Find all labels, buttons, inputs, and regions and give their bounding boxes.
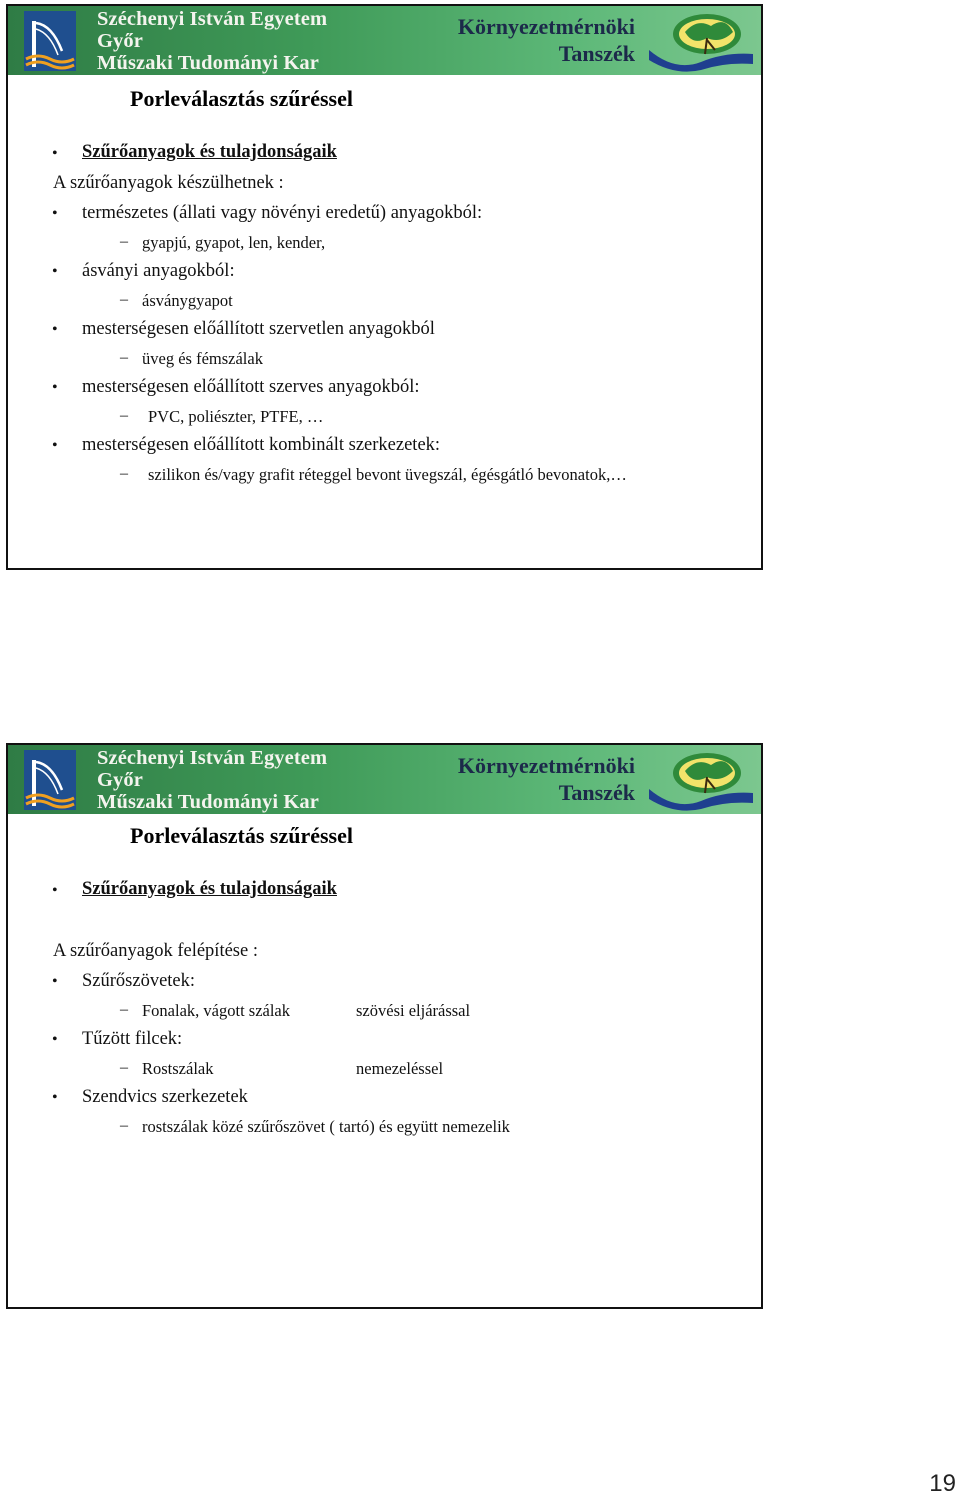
sub-item: PVC, poliészter, PTFE, …: [148, 407, 324, 426]
method-note: nemezeléssel: [356, 1059, 444, 1078]
university-faculty-line: Műszaki Tudományi Kar: [97, 791, 319, 813]
sub-item: üveg és fémszálak: [142, 349, 263, 368]
sub-item: Rostszálak: [142, 1059, 214, 1078]
university-city-line: Győr: [97, 30, 143, 52]
bullet-icon: •: [52, 973, 58, 990]
header-banner: [8, 6, 761, 75]
department-logo-icon: [645, 10, 757, 72]
sub-item: szilikon és/vagy grafit réteggel bevont üvegszál, égésgátló bevonatok,…: [148, 465, 627, 484]
department-line-2: Tanszék: [558, 780, 635, 805]
bullet-icon: •: [52, 379, 58, 396]
sub-item: rostszálak közé szűrőszövet ( tartó) és együtt nemezelik: [142, 1117, 510, 1136]
dash-icon: –: [120, 1059, 128, 1076]
bullet-icon: •: [52, 145, 58, 162]
bullet-icon: •: [52, 321, 58, 338]
dash-icon: –: [120, 465, 128, 482]
slide-1: [6, 4, 763, 570]
university-faculty-line: Műszaki Tudományi Kar: [97, 52, 319, 74]
university-logo-icon: [24, 11, 76, 71]
department-line-2: Tanszék: [558, 41, 635, 66]
page-number: 19: [929, 1470, 956, 1497]
dash-icon: –: [120, 1117, 128, 1134]
university-name-line: Széchenyi István Egyetem: [97, 747, 328, 769]
list-item: mesterségesen előállított kombinált szerkezetek:: [82, 435, 441, 455]
dash-icon: –: [120, 233, 128, 250]
list-item: mesterségesen előállított szervetlen anyagokból: [82, 319, 435, 339]
sub-item: gyapjú, gyapot, len, kender,: [142, 233, 326, 252]
bullet-icon: •: [52, 1031, 58, 1048]
bullet-icon: •: [52, 1089, 58, 1106]
university-name: [97, 8, 327, 74]
intro-text: A szűrőanyagok készülhetnek :: [53, 173, 284, 193]
sub-item: ásványgyapot: [142, 291, 233, 310]
university-logo-icon: [24, 750, 76, 810]
bullet-icon: •: [52, 437, 58, 454]
list-item: Szendvics szerkezetek: [82, 1087, 248, 1107]
section-heading-link[interactable]: Szűrőanyagok és tulajdonságaik: [82, 142, 337, 162]
university-name-line: Széchenyi István Egyetem: [97, 8, 328, 30]
dash-icon: –: [120, 291, 128, 308]
dash-icon: –: [120, 349, 128, 366]
department-line-1: Környezetmérnöki: [457, 753, 635, 778]
department-logo-icon: [645, 749, 757, 811]
university-name: [97, 747, 327, 813]
list-item: Tűzött filcek:: [82, 1029, 183, 1049]
section-heading-link[interactable]: Szűrőanyagok és tulajdonságaik: [82, 879, 337, 899]
list-item: ásványi anyagokból:: [82, 261, 235, 281]
university-city-line: Győr: [97, 769, 143, 791]
slide-2: [6, 743, 763, 1309]
method-note: szövési eljárással: [356, 1001, 471, 1020]
slide-title: Porleválasztás szűréssel: [130, 823, 353, 848]
department-line-1: Környezetmérnöki: [457, 14, 635, 39]
dash-icon: –: [120, 1001, 128, 1018]
department-name: [458, 13, 635, 67]
department-name: [458, 752, 635, 806]
dash-icon: –: [120, 407, 128, 424]
sub-item: Fonalak, vágott szálak: [142, 1001, 291, 1020]
bullet-icon: •: [52, 263, 58, 280]
intro-text: A szűrőanyagok felépítése :: [53, 941, 258, 961]
bullet-icon: •: [52, 882, 58, 899]
list-item: mesterségesen előállított szerves anyagokból:: [82, 377, 420, 397]
header-banner: [8, 745, 761, 814]
list-item: természetes (állati vagy növényi eredetű) anyagokból:: [82, 203, 483, 223]
bullet-icon: •: [52, 205, 58, 222]
slide-title: Porleválasztás szűréssel: [130, 86, 353, 111]
list-item: Szűrőszövetek:: [82, 971, 196, 991]
